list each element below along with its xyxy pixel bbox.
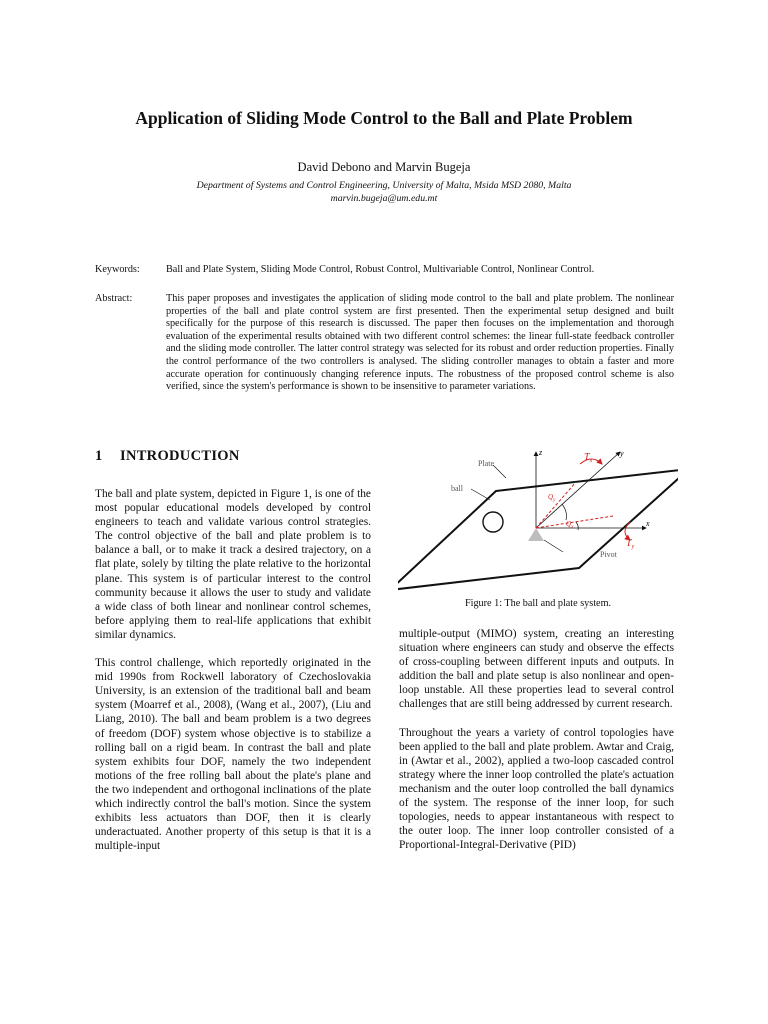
paper-authors: David Debono and Marvin Bugeja bbox=[297, 160, 471, 174]
intro-paragraph-2: This control challenge, which reportedly originated in the mid 1990s from Rockwell laboratory of Czechoslovakia University, is an extension of the traditional ball and beam system (Moarref et al., 2008), (Wang et al., 2007), (Liu and Liang, 2010). The ball and beam problem is a two degrees of freedom (DOF) system whose objective is to stabilize a rolling ball on a rigid beam. In contrast the ball and plate system exhibits four DOF, namely the two independent motions of the free rolling ball about the plate's plane and the two independent and orthogonal inclinations of the plate which indirectly control the ball's motion. Since the system exhibits less actuators than DOF, then it is clearly underactuated. Another property of this setup is that it is a multiple-input bbox=[95, 657, 371, 853]
section-title: INTRODUCTION bbox=[120, 448, 240, 464]
plate-outline bbox=[398, 469, 678, 590]
ball-leader bbox=[471, 489, 490, 500]
keywords-text: Ball and Plate System, Sliding Mode Control, Robust Control, Multivariable Control, Nonlinear Control. bbox=[166, 264, 595, 275]
qx-label: $Q_x$ bbox=[566, 520, 574, 530]
ball-label: ball bbox=[451, 484, 463, 493]
intro-paragraph-3: multiple-output (MIMO) system, creating an interesting situation where engineers can study and observe the effects of cross-coupling between different inputs and outputs. In addition the ball and plate setup is also nonlinear and open-loop unstable. All these properties lead to several control challenges that are still being addressed by current research. bbox=[399, 628, 674, 711]
intro-paragraph-1: The ball and plate system, depicted in Figure 1, is one of the most popular educational models developed by control engineers to teach and validate various control strategies. The control objective of the ball and plate problem is to balance a ball, or to make it track a desired trajectory, on a flat plate, solely by tilting the plate relative to the horizontal plane. This system is of particular interest to the control community because it allows the user to study and validate a wide class of both linear and nonlinear control schemes, before applying them to real-life applications that exhibit similar dynamics. bbox=[95, 488, 371, 641]
paper-title: Application of Sliding Mode Control to the Ball and Plate Problem bbox=[135, 108, 633, 128]
ball-plate-diagram bbox=[398, 442, 678, 602]
qx-arc bbox=[576, 522, 578, 530]
y-label: y bbox=[620, 449, 624, 458]
paper-email: marvin.bugeja@um.edu.mt bbox=[330, 193, 438, 204]
abstract-label: Abstract: bbox=[95, 293, 133, 304]
keywords-label: Keywords: bbox=[95, 264, 140, 275]
ty-label: $T_y$ bbox=[626, 538, 635, 550]
figure-caption: Figure 1: The ball and plate system. bbox=[464, 598, 612, 609]
paper-affiliation: Department of Systems and Control Engineering, University of Malta, Msida MSD 2080, Malta bbox=[196, 180, 572, 191]
tx-label: $T_x$ bbox=[584, 452, 593, 464]
intro-paragraph-4: Throughout the years a variety of control topologies have been applied to the ball and plate problem. Awtar and Craig, in (Awtar et al., 2002), applied a two-loop cascaded control strategy where the inner loop controlled the plate's actuation mechanism and the outer loop controlled the ball dynamics of the system. The response of the inner loop, for such topologies, needs to appear instantaneous with respect to the outer loop. The inner loop controller consisted of a Proportional-Integral-Derivative (PID) bbox=[399, 726, 674, 852]
pivot-leader bbox=[544, 540, 563, 552]
section-number: 1 bbox=[95, 448, 103, 464]
pivot-shape bbox=[528, 528, 544, 541]
section-heading bbox=[95, 448, 240, 465]
x-label: x bbox=[646, 519, 650, 528]
qy-label: $Q_y$ bbox=[548, 493, 556, 503]
figure-ball-and-plate bbox=[398, 442, 678, 602]
right-column bbox=[399, 627, 674, 866]
plate-leader bbox=[493, 465, 506, 478]
plate-label: Plate bbox=[478, 459, 494, 468]
ball-shape bbox=[483, 512, 503, 532]
qy-arc bbox=[562, 504, 567, 520]
abstract-text: This paper proposes and investigates the application of sliding mode control to the ball and plate problem. The nonlinear properties of the ball and plate control system are first presented. Then the experimental setup designed and built specifically for the purpose of this research is discussed. The paper then focuses on the implementation and thorough evaluation of the experimental results obtained with two different control schemes: the linear full-state feedback controller and the sliding mode controller. The latter control strategy was selected for its robust and order reduction properties. Finally the control performance of the two controllers is analysed. The sliding controller manages to obtain a faster and more accurate operation for continuously changing reference inputs. The robustness of the proposed control scheme is also verified, since the system's performance is shown to be insensitive to parameter variations. bbox=[166, 293, 674, 393]
left-column bbox=[95, 487, 371, 867]
z-label: z bbox=[539, 448, 543, 457]
pivot-label: Pivot bbox=[600, 550, 617, 559]
